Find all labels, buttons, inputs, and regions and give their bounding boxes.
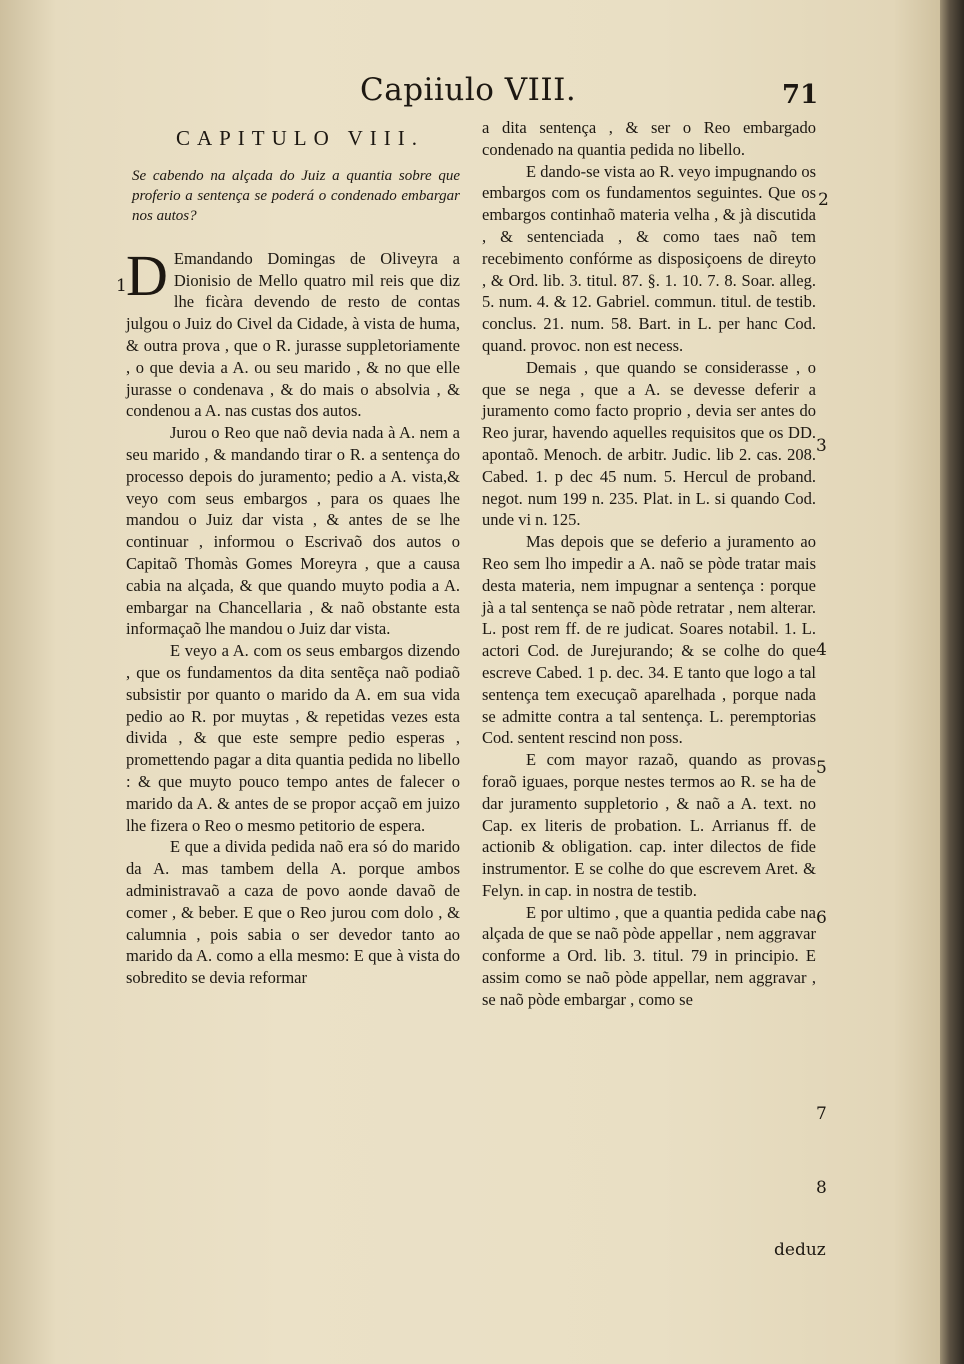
right-column bbox=[482, 117, 816, 1011]
chapter-heading: CAPITULO VIII. bbox=[175, 126, 425, 150]
catchword: deduz bbox=[774, 1240, 826, 1260]
page-number: 71 bbox=[782, 80, 819, 110]
paragraph-right-4: Mas depois que se deferio a juramento ao Reo sem lho impedir a A. naõ se pòde tratar mais desta materia, nem impugnar a sentença : porque jà a tal sentença se naõ pòde retratar , nem alterar. L. post rem ff. de re judicat. Soares notabil. 1. L. actori Cod. de Jurejurando; & se colhe do que escreve Cabed. 1 p. dec. 34. E tanto que logo a tal sentença tem execuçaõ aparelhada , porque nada se admitte contra a tal sentença. L. peremptorias Cod. sentent rescind non poss. bbox=[482, 532, 816, 748]
question-text: Se cabendo na alçada do Juiz a quantia sobre que proferio a sentença se poderá o condenado embargar nos autos? bbox=[132, 167, 460, 224]
paragraph-right-1: a dita sentença , & ser o Reo embargado condenado na quantia pedida no libello. bbox=[482, 118, 816, 159]
margin-number-5: 5 bbox=[816, 758, 827, 778]
paragraph-right-3: Demais , que quando se considerasse , o que se nega , que a A. se devesse deferir a juramento como facto proprio , devia ser antes do Reo jurar, havendo aquelles requisitos que os DD. apontaõ. Menoch. de arbitr. Judic. lib 2. cas. 208. Cabed. 1. p dec 45 num. 5. Hercul de proband. negot. num 199 n. 235. Plat. in L. si quando Cod. unde vi n. 125. bbox=[482, 357, 816, 530]
paragraph-1-text: Emandando Domingas de Oliveyra a Dionisio de Mello quatro mil reis que diz lhe ficàra devendo de resto de contas julgou o Juiz do Civel da Cidade, à vista de huma, & outra prova , que o R. jurasse suppletoriamente , o que devia a A. ou seu marido , & no que elle jurasse o condenava , & do mais o absolvia , & condenou a A. nas custas dos autos. bbox=[126, 248, 460, 421]
paragraph-left-3: E veyo a A. com os seus embargos dizendo , que os fundamentos da dita sentẽça naõ podiaõ subsistir por quanto o marido da A. em sua vida pedio ao R. por muytas , & repetidas vezes esta divida , & que este sempre pedio esperas , promettendo pagar a dita quantia pedida no libello : & que muyto pouco tempo antes de falecer o marido da A. & antes de se propor acçaõ em juizo lhe fizera o Reo o mesmo petitorio de espera. bbox=[126, 641, 460, 835]
drop-cap: D bbox=[126, 242, 168, 308]
paragraph-1 bbox=[126, 242, 460, 422]
margin-number-4: 4 bbox=[816, 640, 827, 660]
paragraph-right-5: E com mayor razaõ, quando as provas foraõ iguaes, porque nestes termos ao R. se ha de dar juramento suppletorio , & naõ a A. text. no Cap. ex literis de probation. L. Arrianus ff. de actionib & obligation. cap. inter dilectos de fide instrumentor. E se colhe do que escrevem Aret. & Felyn. in cap. in nostra de testib. bbox=[482, 750, 816, 900]
margin-number-1: 1 bbox=[116, 276, 127, 296]
paragraph-right-2: E dando-se vista ao R. veyo impugnando os embargos com os fundamentos seguintes. Que os embargos continhaõ materia velha , & jà discutida , & sentenciada , & como taes naõ tem recebimento confórme as disposiçoens de direyto , & Ord. lib. 3. titul. 87. §. 1. 10. 7. 8. Soar. alleg. 5. num. 4. & 12. Gabriel. commun. titul. de testib. conclus. 21. num. 58. Bart. in L. per hanc Cod. quand. provoc. non est necess. bbox=[482, 161, 816, 355]
margin-number-6: 6 bbox=[816, 908, 827, 928]
left-column bbox=[126, 128, 460, 989]
margin-number-2: 2 bbox=[818, 190, 829, 210]
margin-number-3: 3 bbox=[816, 436, 827, 456]
book-edge bbox=[940, 0, 964, 1364]
chapter-question bbox=[126, 166, 460, 226]
paragraph-right-6: E por ultimo , que a quantia pedida cabe na alçada de que se naõ pòde appellar , nem aggravar conforme a Ord. lib. 3. titul. 79 in principio. E assim como se naõ pòde appellar, nem aggravar , se naõ pòde embargar , como se bbox=[482, 902, 816, 1009]
running-head: Capiiulo VIII. bbox=[360, 72, 577, 108]
margin-number-7: 7 bbox=[816, 1104, 827, 1124]
paragraph-left-4: E que a divida pedida naõ era só do marido da A. mas tambem della A. porque ambos administravaõ a caza de povo aonde davaõ de comer , & beber. E que o Reo jurou com dolo , & calumnia , pois sabia o ser devedor tanto ao marido da A. como a ella mesmo: E que à vista do sobredito se devia reformar bbox=[126, 837, 460, 988]
margin-number-8: 8 bbox=[816, 1178, 827, 1198]
paragraph-left-2: Jurou o Reo que naõ devia nada à A. nem a seu marido , & mandando tirar o R. a sentença do processo depois do juramento; pedio a A. vista,& veyo com seus embargos , para os quaes lhe mandou o Juiz dar vista , & antes de se lhe continuar , informou o Escrivaõ dos autos o Capitaõ Thomàs Gomes Moreyra , que a causa cabia na alçada, & que quando muyto podia a A. embargar na Chancellaria , & naõ obstante esta informaçaõ lhe mandou o Juiz dar vista. bbox=[126, 423, 460, 639]
